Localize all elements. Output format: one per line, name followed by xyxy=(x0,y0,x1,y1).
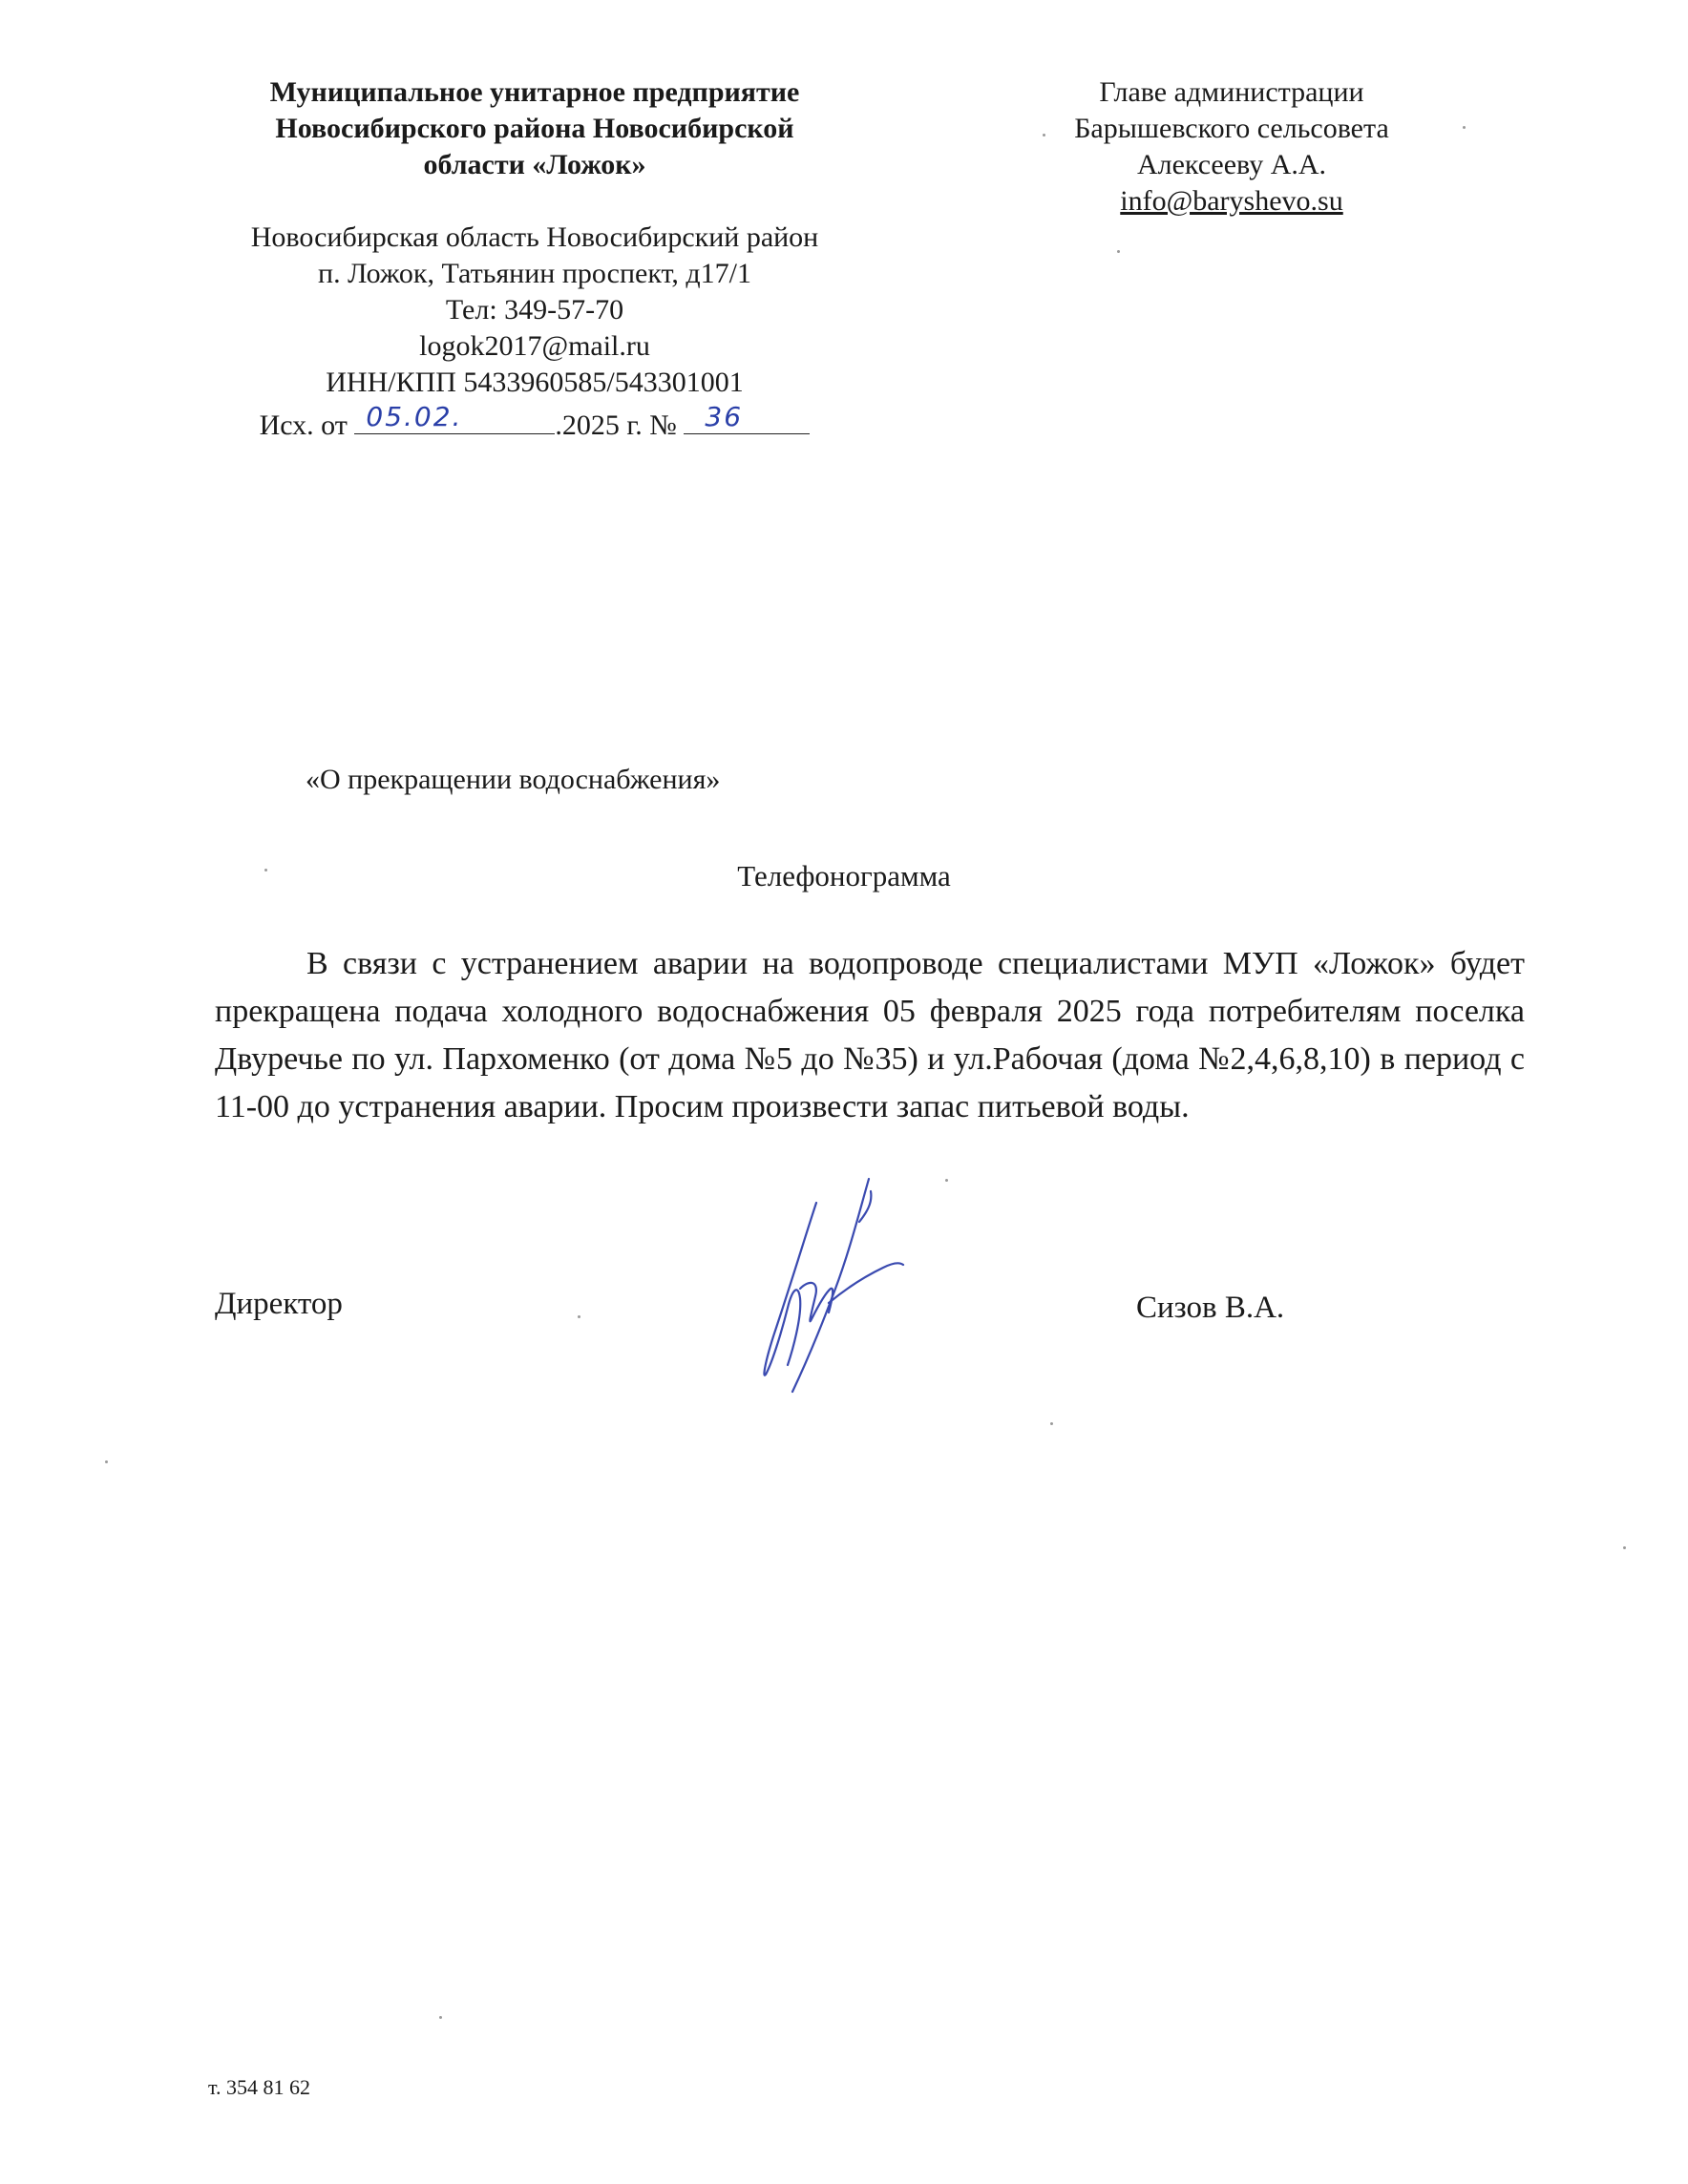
scan-speck xyxy=(1463,126,1466,129)
sender-phone: Тел: 349-57-70 xyxy=(445,294,624,326)
scan-speck xyxy=(1117,250,1120,253)
footer-phone: т. 354 81 62 xyxy=(208,2075,310,2099)
org-line: Муниципальное унитарное предприятие xyxy=(269,76,800,108)
outgoing-year: .2025 г. № xyxy=(555,410,677,441)
scan-speck xyxy=(1050,1422,1053,1425)
scan-speck xyxy=(1043,134,1045,136)
outgoing-reference xyxy=(220,401,850,444)
address-line: п. Ложок, Татьянин проспект, д17/1 xyxy=(318,258,751,289)
sender-block xyxy=(220,74,850,444)
scan-speck xyxy=(578,1315,580,1318)
handwritten-number: 36 xyxy=(705,401,744,432)
outgoing-date-field xyxy=(354,401,555,434)
recipient-email-link[interactable]: info@baryshevo.su xyxy=(1120,185,1343,217)
letter-title: Телефонограмма xyxy=(737,859,951,892)
handwritten-signature xyxy=(716,1174,945,1403)
sender-email: logok2017@mail.ru xyxy=(419,330,650,362)
org-line: Новосибирского района Новосибирской xyxy=(275,113,794,144)
outgoing-prefix: Исх. от xyxy=(259,410,348,441)
org-line: области «Ложок» xyxy=(423,149,646,180)
address-line: Новосибирская область Новосибирский район xyxy=(250,221,819,253)
scan-speck xyxy=(945,1179,948,1182)
letter-subject: «О прекращении водоснабжения» xyxy=(306,764,721,795)
outgoing-number-field xyxy=(684,401,810,434)
signer-position: Директор xyxy=(215,1287,343,1321)
recipient-line: Главе администрации xyxy=(1099,76,1364,108)
handwritten-date: 05.02. xyxy=(366,401,463,432)
signer-name: Сизов В.А. xyxy=(1136,1291,1285,1325)
letter-body: В связи с устранением аварии на водопроводе специалистами МУП «Ложок» будет прекращена подача холодного водоснабжения 05 февраля 2025 года потребителям поселка Двуречье по ул. Пархоменко (от дома №5 до №35) и ул.Рабочая (дома №2,4,6,8,10) в период с 11-00 до устранения аварии. Просим произвести запас питьевой воды. xyxy=(215,946,1525,1124)
recipient-line: Барышевского сельсовета xyxy=(1074,113,1389,144)
sender-inn-kpp: ИНН/КПП 5433960585/543301001 xyxy=(326,367,744,398)
recipient-block xyxy=(1012,74,1451,220)
scan-speck xyxy=(439,2016,442,2019)
sender-organization xyxy=(220,74,850,183)
sender-address xyxy=(220,220,850,444)
scan-speck xyxy=(105,1460,108,1463)
scan-speck xyxy=(1623,1546,1626,1549)
scan-speck xyxy=(264,869,267,872)
recipient-name: Алексееву А.А. xyxy=(1136,149,1327,180)
